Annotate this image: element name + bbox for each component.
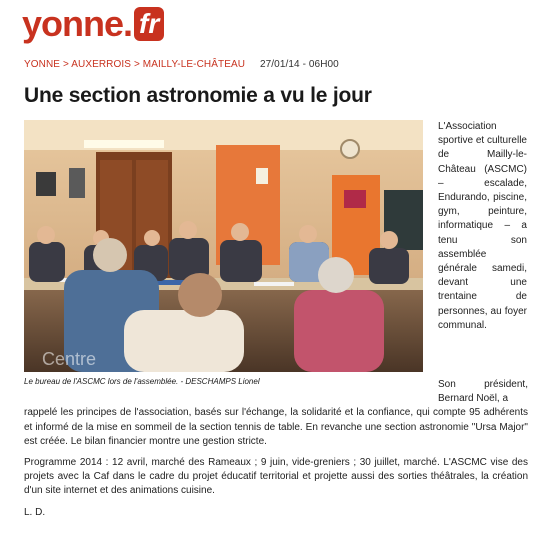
article-paragraph-2-lead: Son président, Bernard Noël, a <box>438 379 528 405</box>
article-paragraph-1: L'Association sportive et culturelle de Mailly-le-Château (ASCMC) – escalade, Endurando, piscine, gym, peinture, informatique – a tenu son assemblée générale samedi, devant une trentaine de personnes, au foyer communal. <box>438 121 527 331</box>
article-date: 27/01/14 - 06H00 <box>259 59 339 70</box>
photo-scene <box>24 120 423 372</box>
breadcrumb-item-yonne[interactable]: YONNE <box>24 59 61 70</box>
article-paragraph-3: Programme 2014 : 12 avril, marché des Rameaux ; 9 juin, vide-greniers ; 30 juillet, marché. L'ASCMC vise des projets avec la Caf dans le cadre du projet éducatif territorial et projette aussi des sorties théâtrales, la création d'un site internet et des animations cuisine. <box>24 457 528 497</box>
article-photo[interactable] <box>24 120 423 372</box>
photo-caption: Le bureau de l'ASCMC lors de l'assemblée. - DESCHAMPS Lionel <box>24 377 260 386</box>
breadcrumb-separator: > <box>62 59 69 70</box>
breadcrumb <box>24 59 339 70</box>
logo-wordmark: yonne <box>22 3 124 44</box>
article-title: Une section astronomie a vu le jour <box>24 84 372 107</box>
logo-tld-badge: fr <box>134 7 164 41</box>
breadcrumb-item-mailly[interactable]: MAILLY-LE-CHÂTEAU <box>142 59 246 70</box>
photo-watermark: Centre <box>42 349 97 369</box>
article-side-column <box>438 120 527 333</box>
article-paragraph-2-rest: rappelé les principes de l'association, basés sur l'échange, la solidarité et la confiance, qui compte 95 adhérents et informé de la mise en sommeil de la section tennis de table. En revanche une section astronomie "Ursa Major" est créée. Le bilan financier montre une gestion stricte. <box>24 407 528 447</box>
article-signature: L. D. <box>24 506 46 518</box>
article-paragraph-2 <box>24 378 528 449</box>
breadcrumb-item-auxerrois[interactable]: AUXERROIS <box>71 59 132 70</box>
article-body <box>24 378 528 527</box>
breadcrumb-separator: > <box>133 59 140 70</box>
site-logo[interactable] <box>22 2 164 44</box>
logo-dot: . <box>123 3 134 44</box>
